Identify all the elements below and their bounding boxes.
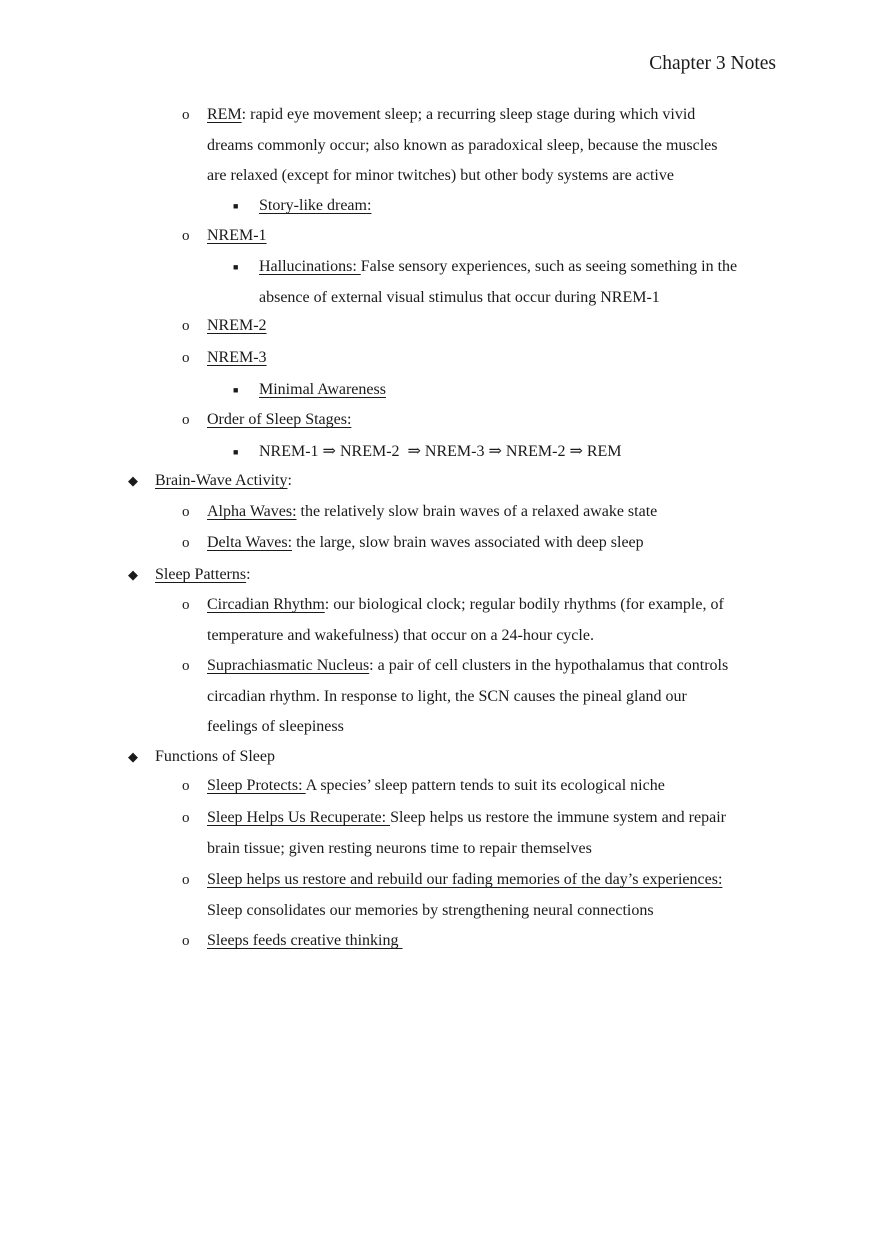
circle-bullet-icon: o [182, 535, 190, 551]
list-item-alpha-waves [182, 497, 658, 528]
diamond-bullet-icon: ◆ [128, 749, 138, 764]
term-sleep-helps-recuperate: Sleep Helps Us Recuperate: [207, 809, 391, 826]
list-item-rem [182, 100, 718, 192]
circle-bullet-icon: o [182, 412, 190, 428]
list-item-sleep-protects [182, 771, 665, 802]
list-item-story-like-dream [233, 191, 372, 222]
circle-bullet-icon: o [182, 107, 190, 123]
term-minimal-awareness: Minimal Awareness [259, 381, 386, 398]
list-item-sleep-stage-sequence [233, 437, 622, 468]
circle-bullet-icon: o [182, 350, 190, 366]
list-item-suprachiasmatic-nucleus [182, 651, 729, 743]
circle-bullet-icon: o [182, 810, 190, 826]
circle-bullet-icon: o [182, 872, 190, 888]
section-functions-of-sleep [128, 742, 275, 773]
circle-bullet-icon: o [182, 658, 190, 674]
sleep-protects-definition: A species’ sleep pattern tends to suit its ecological niche [305, 777, 665, 794]
delta-waves-definition: the large, slow brain waves associated with deep sleep [292, 534, 644, 551]
term-sleep-protects: Sleep Protects: [207, 777, 306, 794]
square-bullet-icon: ■ [233, 447, 239, 457]
circle-bullet-icon: o [182, 933, 190, 949]
term-story-like-dream: Story-like dream: [259, 197, 372, 214]
hallucinations-definition-line2: absence of external visual stimulus that occur during NREM-1 [259, 288, 660, 306]
scn-definition-line3: feelings of sleepiness [207, 718, 344, 735]
term-nrem1: NREM-1 [207, 227, 267, 244]
list-item-nrem2 [182, 311, 267, 342]
memories-definition-line2: Sleep consolidates our memories by strengthening neural connections [207, 901, 654, 919]
circadian-definition-line2: temperature and wakefulness) that occur on a 24-hour cycle. [207, 626, 594, 644]
rem-definition-line2: dreams commonly occur; also known as paradoxical sleep, because the muscles [207, 136, 718, 154]
diamond-bullet-icon: ◆ [128, 567, 138, 582]
scn-definition-line2: circadian rhythm. In response to light, the SCN causes the pineal gland our [207, 687, 687, 705]
sleep-stage-sequence: NREM-1 ⇒ NREM-2 ⇒ NREM-3 ⇒ NREM-2 ⇒ REM [259, 443, 622, 460]
term-rem: REM [207, 106, 242, 123]
circadian-definition-line1: : our biological clock; regular bodily rhythms (for example, of [324, 596, 724, 613]
term-sleep-restores-memories: Sleep helps us restore and rebuild our fading memories of the day’s experiences: [207, 871, 723, 888]
page-header-title: Chapter 3 Notes [649, 53, 776, 74]
circle-bullet-icon: o [182, 504, 190, 520]
circle-bullet-icon: o [182, 597, 190, 613]
recuperate-definition-line2: brain tissue; given resting neurons time to repair themselves [207, 839, 592, 857]
section-sleep-patterns [128, 560, 251, 591]
term-sleep-patterns: Sleep Patterns [155, 566, 247, 583]
term-delta-waves: Delta Waves: [207, 534, 293, 551]
list-item-hallucinations [233, 252, 738, 313]
alpha-waves-definition: the relatively slow brain waves of a relaxed awake state [296, 503, 658, 520]
rem-definition-line1: : rapid eye movement sleep; a recurring sleep stage during which vivid [241, 106, 696, 123]
list-item-minimal-awareness [233, 375, 386, 406]
term-suprachiasmatic-nucleus: Suprachiasmatic Nucleus [207, 657, 370, 674]
circle-bullet-icon: o [182, 778, 190, 794]
square-bullet-icon: ■ [233, 385, 239, 395]
list-item-creative-thinking [182, 926, 403, 957]
list-item-delta-waves [182, 528, 644, 559]
sleep-patterns-colon: : [246, 566, 251, 583]
list-item-nrem1 [182, 221, 267, 252]
term-order-of-sleep-stages: Order of Sleep Stages: [207, 411, 352, 428]
square-bullet-icon: ■ [233, 201, 239, 211]
functions-of-sleep-heading: Functions of Sleep [155, 748, 275, 765]
list-item-sleep-restores-memories [182, 865, 723, 926]
diamond-bullet-icon: ◆ [128, 473, 138, 488]
term-brain-wave-activity: Brain-Wave Activity [155, 472, 288, 489]
list-item-circadian-rhythm [182, 590, 724, 651]
term-nrem3: NREM-3 [207, 349, 267, 366]
hallucinations-definition-line1: False sensory experiences, such as seeing something in the [360, 258, 738, 275]
list-item-nrem3 [182, 343, 267, 374]
term-creative-thinking: Sleeps feeds creative thinking [207, 932, 403, 949]
term-alpha-waves: Alpha Waves: [207, 503, 297, 520]
recuperate-definition-line1: Sleep helps us restore the immune system and repair [390, 809, 726, 826]
rem-definition-line3: are relaxed (except for minor twitches) but other body systems are active [207, 167, 674, 184]
brain-wave-colon: : [287, 472, 292, 489]
circle-bullet-icon: o [182, 228, 190, 244]
list-item-order-of-sleep-stages [182, 405, 352, 436]
scn-definition-line1: : a pair of cell clusters in the hypothalamus that controls [369, 657, 729, 674]
term-circadian-rhythm: Circadian Rhythm [207, 596, 325, 613]
term-hallucinations: Hallucinations: [259, 258, 361, 275]
circle-bullet-icon: o [182, 318, 190, 334]
list-item-sleep-helps-recuperate [182, 803, 726, 864]
section-brain-wave-activity [128, 466, 292, 497]
term-nrem2: NREM-2 [207, 317, 267, 334]
square-bullet-icon: ■ [233, 262, 239, 272]
